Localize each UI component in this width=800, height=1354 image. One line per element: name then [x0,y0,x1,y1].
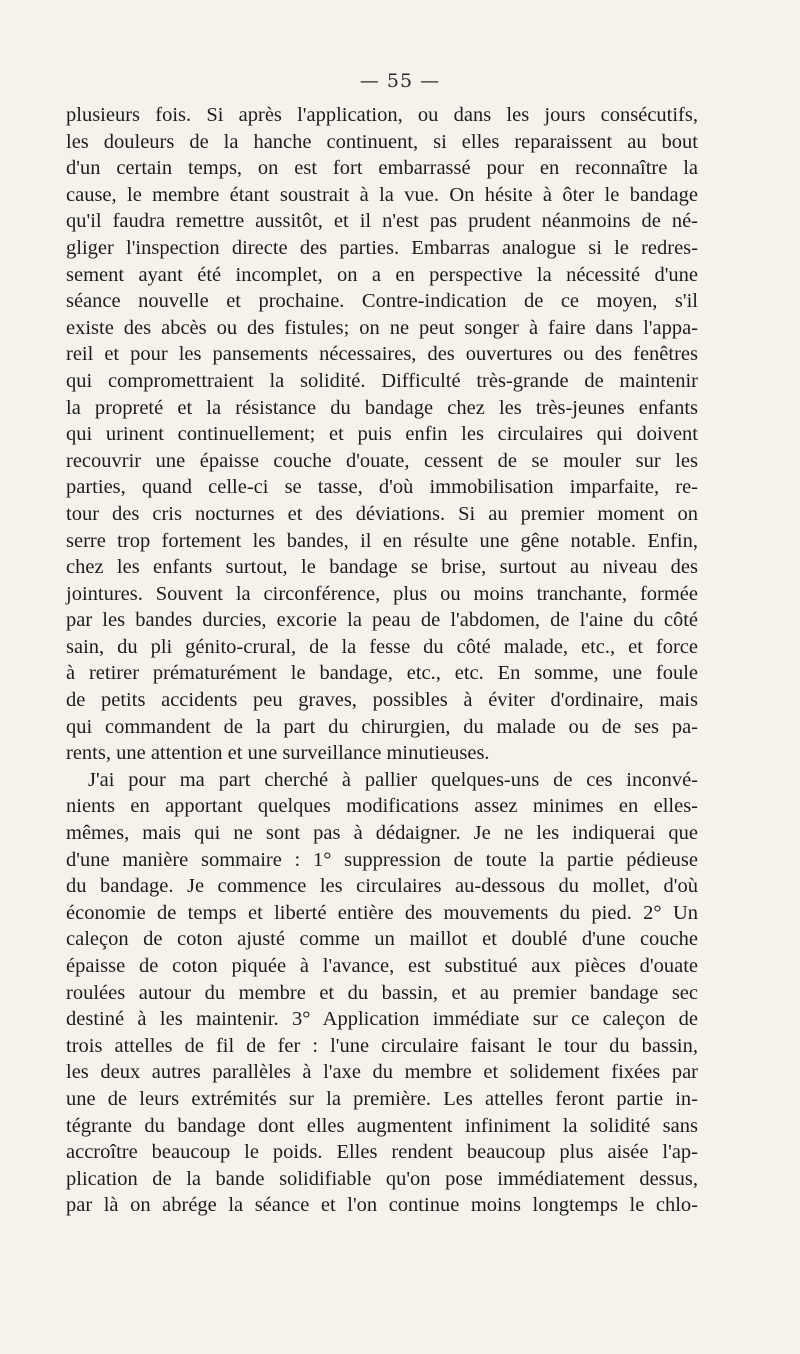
text-line: qui compromettraient la solidité. Difficulté très-grande de maintenir [66,369,698,392]
text-line: cause, le membre étant soustrait à la vue. On hésite à ôter le bandage [66,183,698,206]
text-line: tégrante du bandage dont elles augmentent infiniment la solidité sans [66,1114,698,1137]
text-line: parties, quand celle-ci se tasse, d'où immobilisation imparfaite, re- [66,476,698,499]
text-line: économie de temps et liberté entière des mouvements du pied. 2° Un [66,901,698,924]
text-line: de petits accidents peu graves, possibles à éviter d'ordinaire, mais [66,689,698,712]
text-line: chez les enfants surtout, le bandage se brise, surtout au niveau des [66,556,698,579]
text-line: destiné à les maintenir. 3° Application immédiate sur ce caleçon de [66,1008,698,1031]
text-line: sain, du pli génito-crural, de la fesse du côté malade, etc., et force [66,635,698,658]
text-line: séance nouvelle et prochaine. Contre-indication de ce moyen, s'il [66,290,698,313]
text-line: sement ayant été incomplet, on a en perspective la nécessité d'une [66,263,698,286]
text-line: nients en apportant quelques modifications assez minimes en elles- [66,795,698,818]
text-line: la propreté et la résistance du bandage chez les très-jeunes enfants [66,396,698,419]
text-line: recouvrir une épaisse couche d'ouate, cessent de se mouler sur les [66,449,698,472]
text-line: du bandage. Je commence les circulaires au-dessous du mollet, d'où [66,875,698,898]
text-line: reil et pour les pansements nécessaires, des ouvertures ou des fenêtres [66,343,698,366]
text-line: mêmes, mais qui ne sont pas à dédaigner. Je ne les indiquerai que [66,822,698,845]
text-line: roulées autour du membre et du bassin, et au premier bandage sec [66,981,698,1004]
text-line: accroître beaucoup le poids. Elles rendent beaucoup plus aisée l'ap- [66,1141,698,1164]
text-line: serre trop fortement les bandes, il en résulte une gêne notable. Enfin, [66,529,698,552]
text-line: caleçon de coton ajusté comme un maillot et doublé d'une couche [66,928,698,951]
text-line: qu'il faudra remettre aussitôt, et il n'est pas prudent néanmoins de né- [66,210,698,233]
text-line: plusieurs fois. Si après l'application, ou dans les jours consécutifs, [66,104,698,126]
text-line: d'une manière sommaire : 1° suppression de toute la partie pédieuse [66,848,698,871]
text-line: épaisse de coton piquée à l'avance, est substitué aux pièces d'ouate [66,955,698,977]
text-line: existe des abcès ou des fistules; on ne peut songer à faire dans l'appa- [66,316,698,339]
text-line: qui commandent de la part du chirurgien, du malade ou de ses pa- [66,715,698,738]
text-line: jointures. Souvent la circonférence, plus ou moins tranchante, formée [66,582,698,605]
text-line: qui urinent continuellement; et puis enfin les circulaires qui doivent [66,423,698,446]
text-line: par les bandes durcies, excorie la peau de l'abdomen, de l'aine du côté [66,609,698,632]
text-line: à retirer prématurément le bandage, etc., etc. En somme, une foule [66,662,698,685]
text-line: tour des cris nocturnes et des déviations. Si au premier moment on [66,502,698,525]
text-line: trois attelles de fil de fer : l'une circulaire faisant le tour du bassin, [66,1034,698,1057]
paragraph-last-line: rents, une attention et une surveillance minutieuses. [66,742,490,765]
text-line: une de leurs extrémités sur la première. Les attelles feront partie in- [66,1087,698,1110]
text-line: gliger l'inspection directe des parties. Embarras analogue si le redres- [66,236,698,259]
text-line: plication de la bande solidifiable qu'on pose immédiatement dessus, [66,1167,698,1190]
page-number: — 55 — [359,70,441,92]
body-text [66,102,698,1219]
paragraph-first-line: J'ai pour ma part cherché à pallier quelques-uns de ces inconvé- [88,768,698,791]
text-line: les douleurs de la hanche continuent, si elles reparaissent au bout [66,130,698,153]
text-line: d'un certain temps, on est fort embarrassé pour en reconnaître la [66,157,698,180]
text-line: par là on abrége la séance et l'on continue moins longtemps le chlo- [66,1194,698,1217]
text-line: les deux autres parallèles à l'axe du membre et solidement fixées par [66,1061,698,1084]
